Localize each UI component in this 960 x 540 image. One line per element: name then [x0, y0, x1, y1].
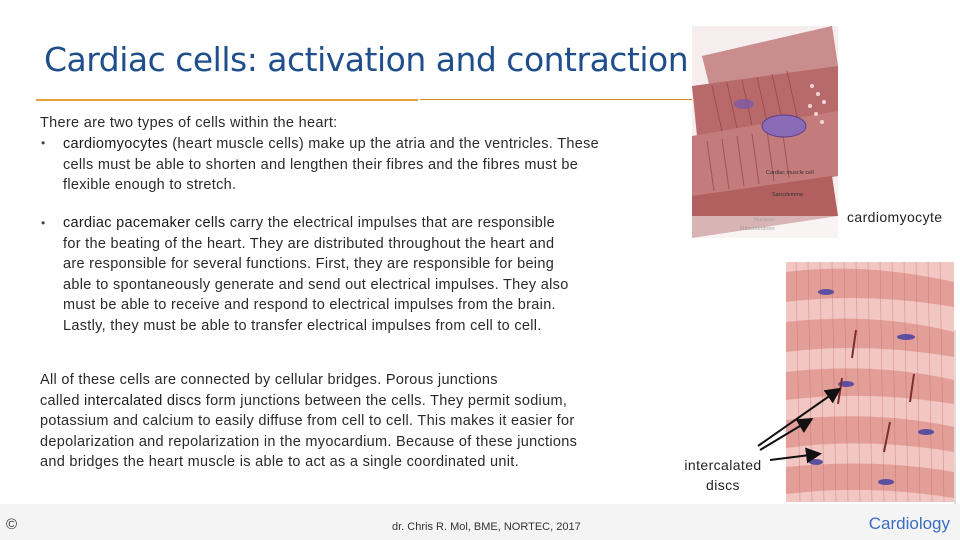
para-line5: and bridges the heart muscle is able to act as a single coordinated unit. [40, 454, 519, 470]
diagram-label-cardiac-muscle-cell: Cardiac muscle cell [766, 170, 814, 176]
bullet1-line1-rest: (heart muscle cells) make up the atria and the ventricles. These [167, 136, 600, 152]
intro-text: There are two types of cells within the heart: [40, 115, 338, 131]
footer-credit: dr. Chris R. Mol, BME, NORTEC, 2017 [392, 521, 581, 533]
label-intercalated-line1: intercalated [684, 457, 762, 473]
bullet-marker: • [41, 136, 46, 150]
arrow-3 [770, 454, 818, 460]
footer-brand: Cardiology [868, 514, 950, 533]
para-line3: potassium and calcium to easily diffuse from cell to cell. This makes it easier for [40, 413, 575, 429]
para-line2-rest: form junctions between the cells. They permit sodium, [201, 392, 568, 409]
bullet2-line3: are responsible for several functions. First, they are responsible for being [63, 256, 555, 272]
bullet1-line3: flexible enough to stretch. [63, 177, 237, 193]
bullet2-line5: must be able to receive and respond to electrical impulses from the brain. [63, 297, 556, 313]
bullet1-line2: cells must be able to shorten and lengthen their fibres and the fibres must be [63, 156, 579, 173]
term-pacemaker-cells: cardiac pacemaker cells [63, 215, 226, 231]
arrow-1 [758, 390, 838, 446]
diagram-label-sarcolemma: Sarcolemma [772, 192, 803, 198]
label-cardiomyocyte: cardiomyocyte [847, 209, 943, 225]
bullet2-line6: Lastly, they must be able to transfer electrical impulses from cell to cell. [63, 317, 542, 334]
para-line4: depolarization and repolarization in the myocardium. Because of these junctions [40, 433, 578, 450]
term-cardiomyocytes: cardiomyocytes [63, 136, 168, 152]
bullet2-line1-rest: carry the electrical impulses that are responsible [225, 215, 556, 231]
copyright-symbol: © [6, 516, 18, 533]
bullet2-line4: able to spontaneously generate and send out electrical impulses. They also [63, 276, 569, 293]
label-intercalated-line2: discs [706, 477, 740, 493]
term-intercalated-discs: intercalated discs [84, 392, 202, 409]
para-line1: All of these cells are connected by cellular bridges. Porous junctions [40, 372, 498, 388]
slide-footer [0, 504, 960, 540]
label-intercalated-discs [679, 455, 767, 495]
slide-title: Cardiac cells: activation and contraction [44, 40, 689, 79]
bullet-marker: • [41, 216, 46, 230]
bullet2-line2: for the beating of the heart. They are distributed throughout the heart and [63, 235, 555, 252]
para-line2-pre: called [40, 392, 85, 409]
arrow-2 [760, 420, 810, 450]
